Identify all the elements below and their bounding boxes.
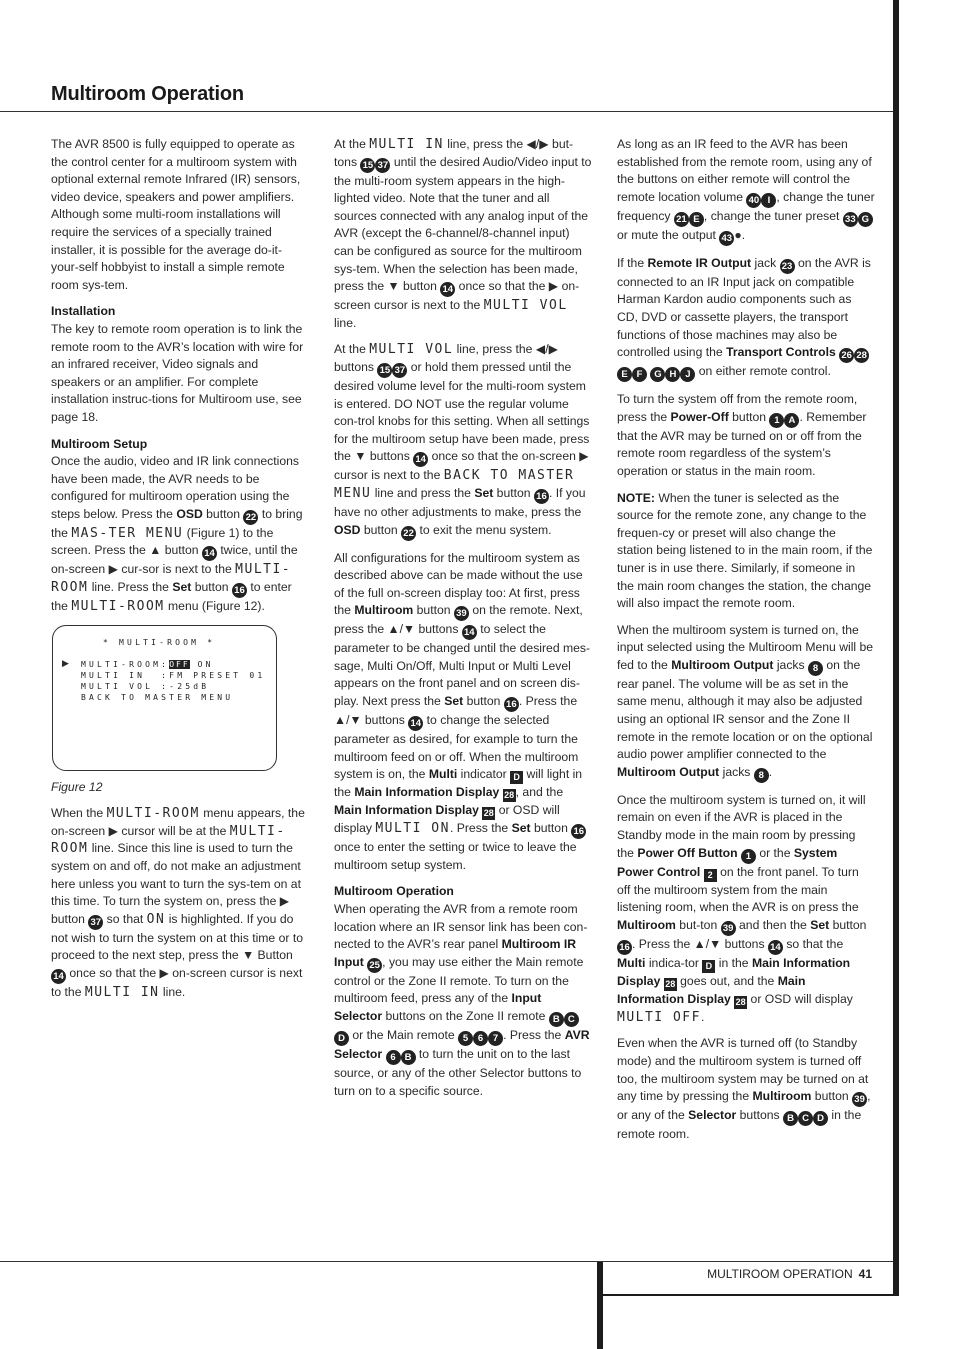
up-down-arrow-icon: ▲/▼ bbox=[334, 713, 362, 728]
osd-heading: * MULTI-ROOM * bbox=[103, 637, 216, 647]
column-1 bbox=[51, 136, 309, 1011]
column-2 bbox=[334, 136, 592, 1109]
button-number-badge: 22 bbox=[243, 510, 258, 525]
down-arrow-icon: ▼ bbox=[242, 948, 255, 963]
right-arrow-icon: ▶ bbox=[579, 449, 589, 464]
right-arrow-icon: ▶ bbox=[548, 279, 559, 294]
down-arrow-icon: ▼ bbox=[387, 279, 400, 294]
right-edge-bar bbox=[893, 0, 899, 1294]
operation-section: Multiroom Operation When operating the AVR from a remote room location where an IR sensor link has been con-nected to the AVR’s rear panel Multiroom IR Input 25 , you may use either the Main remote control or the Zone II remote. To turn on the multiroom feed, press any of the Input Selector buttons on the Zone II remote B CD or the Main remote 5 6 7 . Press the AVR Selector 6 B to turn the unit on to the last source, or any of the other Selector buttons to turn on to a specific source. bbox=[334, 883, 592, 1100]
right-arrow-icon: ▶ bbox=[108, 562, 118, 577]
multi-vol-paragraph: At the MULTI VOL line, press the ◀/▶ buttons 15 37 or hold them pressed until the desired volume level for the multi-room system is entered. DO NOT use the regular volume con-trol knobs for this setting. When all settings for the multiroom setup have been made, press the ▼ buttons 14 once so that the on-screen ▶ cursor is next to the BACK TO MASTER MENU line and press the Set button 16 . If you have no other adjustments to make, press the OSD button 22 to exit the menu system. bbox=[334, 342, 590, 539]
osd-label: MAS-TER MENU bbox=[71, 525, 184, 541]
turn-off-paragraph: To turn the system off from the remote room, press the Power-Off button 1 A . Remember that the AVR may be turned on or off from the remote room regardless of the system’s operation or status in the main room. bbox=[617, 392, 867, 478]
installation-section bbox=[51, 303, 309, 426]
osd-row-multiroom: MULTI-ROOM:OFF ON bbox=[81, 659, 214, 669]
footer-edge-bar bbox=[597, 1262, 603, 1349]
up-down-arrow-icon: ▲/▼ bbox=[693, 936, 722, 951]
remote-ir-paragraph: If the Remote IR Output jack 23 on the AVR is connected to an IR Input jack on compatible Harman Kardon audio components such as CD, DVD or cassette players, the transport functions of those machines may also be controlled using the Transport Controls 26 28E F G H J on either remote control. bbox=[617, 255, 871, 381]
right-arrow-icon: ▶ bbox=[159, 966, 169, 980]
intro-paragraph: The AVR 8500 is fully equipped to operate as the control center for a multiroom system with optional external remote Infrared (IR) sensors, video device, speakers and power amplifiers. Although some multi-room installations will require the services of a specially trained installer, it is possible for the average do-it-your-self hobbyist to install a simple remote room sys-tem. bbox=[51, 137, 301, 292]
footer-section-label: MULTIROOM OPERATION bbox=[707, 1267, 853, 1281]
osd-row-back: BACK TO MASTER MENU bbox=[81, 692, 234, 702]
standby-paragraph: Once the multiroom system is turned on, it will remain on even if the AVR is placed in the Standby mode in the main room by pressing the Power Off Button 1 or the System Power Control 2 on the front panel. To turn off the multiroom system from the main listening room, when the AVR is on press the Multiroom but-ton 39 and then the Set button 16 . Press the ▲/▼ buttons 14 so that the Multi indica-tor D in the Main Information Display 28 goes out, and the Main Information Display 28 or OSD will display MULTI OFF. bbox=[617, 792, 867, 1025]
column-3 bbox=[617, 136, 875, 1153]
osd-row-multi-vol: MULTI VOL :-25dB bbox=[81, 681, 210, 691]
left-right-arrow-icon: ◀/▶ bbox=[535, 342, 558, 357]
setup-heading: Multiroom Setup bbox=[51, 436, 148, 451]
output-paragraph: When the multiroom system is turned on, the input selected using the Multiroom Menu will be fed to the Multiroom Output jacks 8 on the rear panel. The volume will be as set in the same menu, although it may also be adjusted using an optional IR sensor and the Zone II remote in the remote location or on the optional audio power amplifier connected to the Multiroom Output jacks 8 . bbox=[617, 622, 874, 781]
page-title: Multiroom Operation bbox=[51, 83, 244, 105]
mute-dot-icon: ● bbox=[734, 227, 742, 242]
up-down-arrow-icon: ▲/▼ bbox=[387, 622, 416, 637]
left-right-arrow-icon: ◀/▶ bbox=[526, 137, 549, 151]
installation-text: The key to remote room operation is to link the remote room to the AVR’s location with wire for an infrared receiver, Video signals and speakers or an amplifier. For complete installation instruc-tions for Multiroom use, see page 18. bbox=[51, 321, 304, 424]
down-arrow-icon: ▼ bbox=[354, 449, 367, 464]
multiroom-menu-paragraph: When the MULTI-ROOM menu appears, the on-screen ▶ cursor will be at the MULTI-ROOM line. Since this line is used to turn the system on and off, do not make an adjustment here unless you want to turn the sys-tem on at this time. To turn the system on, press the ▶ button 37 so that ON is highlighted. If you do not wish to turn the system on at this time or to proceed to the next step, press the ▼ Button 14 once so that the ▶ on-screen cursor is next to the MULTI IN line. bbox=[51, 806, 305, 1000]
right-arrow-icon: ▶ bbox=[279, 894, 290, 909]
footer-rule-bold bbox=[597, 1294, 899, 1296]
note-paragraph: NOTE: When the tuner is selected as the source for the remote zone, any change to the frequen-cy or preset will also change the station being listened to in the main room, if the tuner is in use there. Similarly, if someone in the main room changes the station, the change will also impact the remote room. bbox=[617, 490, 873, 611]
title-rule bbox=[0, 111, 893, 112]
page-number: 41 bbox=[858, 1267, 872, 1281]
configuration-paragraph: All configurations for the multiroom system as described above can be made without the use of the full on-screen display too: At first, press the Multiroom button 39 on the remote. Next, press the ▲/▼ buttons 14 to select the parameter to be changed until the desired mes-sage, Multi On/Off, Multi Input or Multi Level appears on the front panel and on screen dis-play. Next press the Set button 16 . Press the ▲/▼ buttons 14 to change the selected parameter as desired, for example to turn the multiroom feed on or off. When the multiroom system is on, the Multi indicator D will light in the Main Information Display 28 , and the Main Information Display 28 or OSD will display MULTI ON. Press the Set button 16 once to enter the setting or twice to leave the multiroom setup system. bbox=[334, 550, 591, 872]
osd-pointer-icon: ▶ bbox=[62, 657, 69, 668]
up-arrow-icon: ▲ bbox=[149, 543, 162, 558]
setup-section: Multiroom Setup Once the audio, video and IR link connections have been made, the AVR needs to be configured for multiroom operation using the steps below. Press the OSD button 22 to bring the MAS-TER MENU (Figure 1) to the screen. Press the ▲ button 14 twice, until the on-screen ▶ cur-sor is next to the MULTI-ROOM line. Press the Set button 16 to enter the MULTI-ROOM menu (Figure 12). bbox=[51, 436, 309, 616]
page-footer bbox=[707, 1267, 872, 1281]
osd-row-multi-in: MULTI IN :FM PRESET 01 bbox=[81, 670, 266, 680]
figure-caption: Figure 12 bbox=[51, 779, 103, 794]
osd-figure-12 bbox=[52, 625, 277, 771]
right-arrow-icon: ▶ bbox=[108, 823, 118, 838]
multi-in-paragraph: At the MULTI IN line, press the ◀/▶ but-tons 15 37 until the desired Audio/Video input to the multi-room system appears in the high-lighted video. Note that the tuner and all sources connected with any analog input of the AVR (except the 6-channel/8-channel input) can be configured as source for the multiroom sys-tem. When the selection has been made, press the ▼ button 14 once so that the ▶ on-screen cursor is next to the MULTI VOL line. bbox=[334, 137, 592, 330]
standby-on-paragraph: Even when the AVR is turned off (to Standby mode) and the multiroom system is turned off too, the multiroom system may be turned on at any time by pressing the Multiroom button 39 , or any of the Selector buttons B C D in the remote room. bbox=[617, 1036, 871, 1142]
installation-heading: Installation bbox=[51, 304, 116, 319]
ir-feed-paragraph: As long as an IR feed to the AVR has been established from the remote room, using any of the buttons on either remote will control the remote location volume 40 I , change the tuner frequency 21 E , change the tuner preset 33 G or mute the output 43 ●. bbox=[617, 137, 875, 244]
footer-rule bbox=[0, 1261, 893, 1262]
operation-heading: Multiroom Operation bbox=[334, 884, 454, 899]
